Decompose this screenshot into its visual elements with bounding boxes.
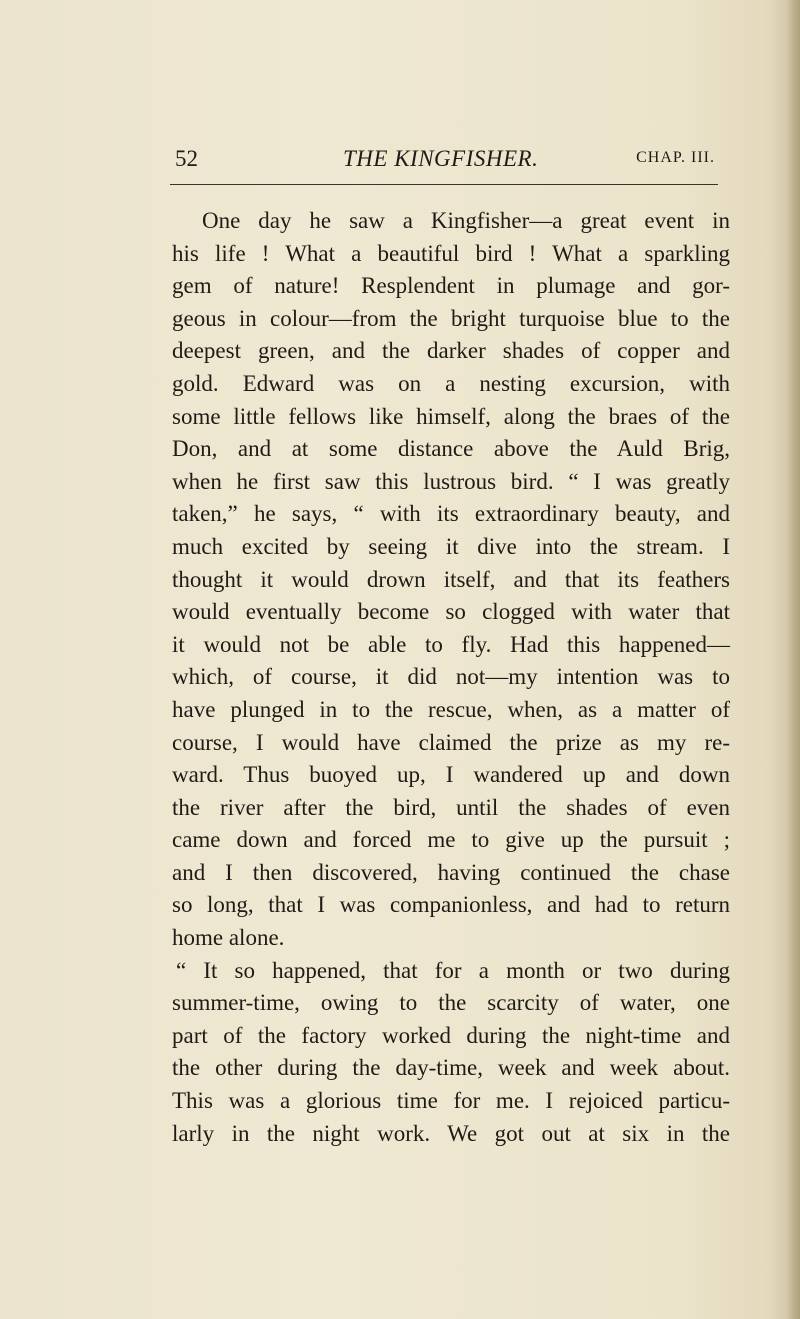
text-line: summer-time, owing to the scarcity of water, one	[172, 990, 730, 1016]
text-line: and I then discovered, having continued the chase	[172, 859, 730, 885]
page-edge-shadow	[786, 0, 800, 1319]
text-line: it would not be able to fly. Had this happened—	[172, 631, 730, 657]
header-rule	[170, 184, 718, 185]
text-line: came down and forced me to give up the pursuit ;	[172, 827, 730, 853]
body-text	[172, 205, 730, 1150]
running-header	[175, 146, 715, 176]
text-line: course, I would have claimed the prize as my re-	[172, 729, 730, 755]
text-line: One day he saw a Kingfisher—a great event in	[202, 208, 730, 233]
text-line: his life ! What a beautiful bird ! What a sparkling	[172, 240, 730, 266]
text-line: much excited by seeing it dive into the stream. I	[172, 533, 730, 559]
text-line: home alone.	[172, 925, 285, 951]
text-line: would eventually become so clogged with water that	[172, 599, 730, 625]
text-line: deepest green, and the darker shades of copper and	[172, 338, 730, 364]
text-line: Don, and at some distance above the Auld Brig,	[172, 436, 730, 462]
running-title: THE KINGFISHER.	[343, 146, 539, 171]
text-line: have plunged in to the rescue, when, as a matter of	[172, 696, 730, 722]
text-line: thought it would drown itself, and that its feathers	[172, 566, 730, 592]
text-line: when he first saw this lustrous bird. “ I was greatly	[172, 468, 730, 494]
text-line: larly in the night work. We got out at six in the	[172, 1120, 730, 1146]
text-line: some little fellows like himself, along the braes of the	[172, 403, 730, 429]
text-line: This was a glorious time for me. I rejoiced particu-	[172, 1088, 730, 1114]
text-line: taken,” he says, “ with its extraordinary beauty, and	[172, 501, 730, 527]
text-line: part of the factory worked during the night-time and	[172, 1022, 730, 1048]
text-line: “ It so happened, that for a month or two during	[176, 957, 730, 983]
text-line: the other during the day-time, week and week about.	[172, 1055, 730, 1081]
chapter-label: CHAP. III.	[636, 149, 715, 166]
page-number: 52	[175, 146, 198, 171]
text-line: geous in colour—from the bright turquoise blue to the	[172, 305, 730, 331]
text-line: so long, that I was companionless, and had to return	[172, 892, 730, 918]
text-line: which, of course, it did not—my intention was to	[172, 664, 730, 690]
text-line: ward. Thus buoyed up, I wandered up and down	[172, 762, 730, 788]
text-line: the river after the bird, until the shades of even	[172, 794, 730, 820]
text-line: gold. Edward was on a nesting excursion, with	[172, 370, 730, 396]
text-line: gem of nature! Resplendent in plumage and gor-	[172, 273, 730, 299]
